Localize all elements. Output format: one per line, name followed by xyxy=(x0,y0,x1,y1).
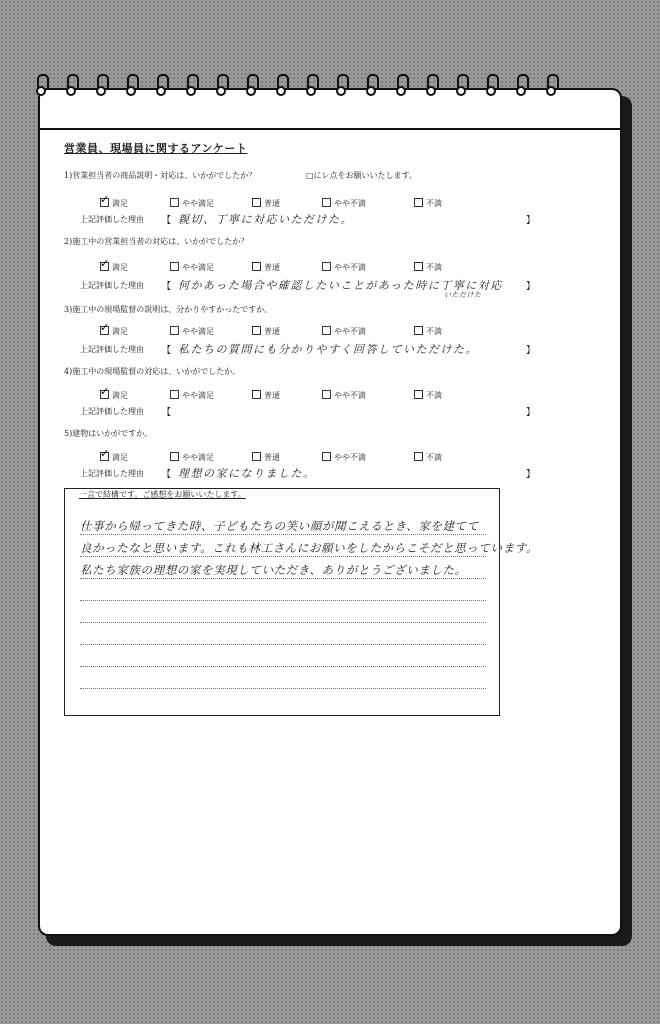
checkbox[interactable] xyxy=(414,198,423,207)
option-label: 満足 xyxy=(112,453,128,462)
checkbox[interactable] xyxy=(252,452,261,461)
checkbox[interactable] xyxy=(322,198,331,207)
comment-header: 一言で結構です。ご感想をお願いいたします。 xyxy=(79,490,246,499)
q5-option-3[interactable] xyxy=(252,452,280,463)
question-2-text: 2)施工中の営業担当者の対応は、いかがでしたか？ xyxy=(64,237,249,246)
option-label: やや満足 xyxy=(182,391,214,400)
q5-option-5[interactable] xyxy=(414,452,442,463)
survey-title: 営業員、現場員に関するアンケート xyxy=(64,142,248,155)
checkbox[interactable] xyxy=(414,390,423,399)
option-label: 満足 xyxy=(112,199,128,208)
q4-option-4[interactable] xyxy=(322,390,366,401)
option-label: 不満 xyxy=(426,391,442,400)
q1-option-5[interactable] xyxy=(414,198,442,209)
q5-option-4[interactable] xyxy=(322,452,366,463)
bracket-open: 【 xyxy=(162,470,172,480)
option-label: 普通 xyxy=(264,327,280,336)
question-3-text: 3)施工中の現場監督の説明は、分かりやすかったですか。 xyxy=(64,305,273,314)
checkbox[interactable] xyxy=(414,262,423,271)
q3-option-3[interactable] xyxy=(252,326,280,337)
q3-option-1[interactable] xyxy=(100,326,128,337)
question-5-text: 5)建物はいかがですか。 xyxy=(64,429,153,438)
bracket-open: 【 xyxy=(162,346,172,356)
question-4-text: 4)施工中の現場監督の対応は、いかがでしたか。 xyxy=(64,367,241,376)
checkbox[interactable] xyxy=(100,198,109,207)
option-label: 普通 xyxy=(264,391,280,400)
q5-reason-label: 上記評価した理由 xyxy=(80,469,144,478)
option-label: 不満 xyxy=(426,327,442,336)
checkbox[interactable] xyxy=(322,390,331,399)
checkbox[interactable] xyxy=(322,326,331,335)
q4-option-3[interactable] xyxy=(252,390,280,401)
checkbox[interactable] xyxy=(100,262,109,271)
q2-option-5[interactable] xyxy=(414,262,442,273)
q1-handwritten-answer: 親切、丁寧に対応いただけた。 xyxy=(178,213,353,226)
option-label: 不満 xyxy=(426,453,442,462)
comment-handwritten-line: 良かったなと思います。これも林工さんにお願いをしたからこそだと思っています。 xyxy=(80,541,538,555)
option-label: 普通 xyxy=(264,453,280,462)
option-label: やや不満 xyxy=(334,391,366,400)
checkbox[interactable] xyxy=(170,198,179,207)
option-label: 普通 xyxy=(264,263,280,272)
option-label: 満足 xyxy=(112,263,128,272)
q4-reason-label: 上記評価した理由 xyxy=(80,407,144,416)
q3-option-4[interactable] xyxy=(322,326,366,337)
q5-option-2[interactable] xyxy=(170,452,214,463)
q4-option-5[interactable] xyxy=(414,390,442,401)
bracket-open: 【 xyxy=(162,216,172,226)
option-label: やや満足 xyxy=(182,199,214,208)
q1-option-3[interactable] xyxy=(252,198,280,209)
q2-handwritten-answer: 何かあった場合や確認したいことがあった時に丁寧に対応 xyxy=(178,279,503,292)
checkbox[interactable] xyxy=(414,326,423,335)
checkbox[interactable] xyxy=(322,262,331,271)
option-label: やや満足 xyxy=(182,453,214,462)
checkmark-instruction: □にレ点をお願いいたします。 xyxy=(306,171,417,180)
checkbox[interactable] xyxy=(414,452,423,461)
checkbox[interactable] xyxy=(100,326,109,335)
q1-option-2[interactable] xyxy=(170,198,214,209)
option-label: やや不満 xyxy=(334,199,366,208)
q2-option-1[interactable] xyxy=(100,262,128,273)
q4-option-2[interactable] xyxy=(170,390,214,401)
q1-option-4[interactable] xyxy=(322,198,366,209)
option-label: やや満足 xyxy=(182,327,214,336)
checkbox[interactable] xyxy=(170,452,179,461)
q2-option-4[interactable] xyxy=(322,262,366,273)
checkbox[interactable] xyxy=(252,198,261,207)
option-label: 不満 xyxy=(426,263,442,272)
q3-option-5[interactable] xyxy=(414,326,442,337)
checkbox[interactable] xyxy=(170,262,179,271)
bracket-close: 】 xyxy=(526,216,536,226)
checkbox[interactable] xyxy=(252,390,261,399)
q2-option-3[interactable] xyxy=(252,262,280,273)
q3-reason-label: 上記評価した理由 xyxy=(80,345,144,354)
option-label: やや不満 xyxy=(334,453,366,462)
comment-handwritten-line: 私たち家族の理想の家を実現していただき、ありがとうございました。 xyxy=(80,563,467,577)
q5-option-1[interactable] xyxy=(100,452,128,463)
checkbox[interactable] xyxy=(100,390,109,399)
checkbox[interactable] xyxy=(170,326,179,335)
option-label: 不満 xyxy=(426,199,442,208)
checkbox[interactable] xyxy=(252,326,261,335)
comment-box xyxy=(64,488,500,716)
q4-option-1[interactable] xyxy=(100,390,128,401)
q5-handwritten-answer: 理想の家になりました。 xyxy=(178,467,316,480)
bracket-close: 】 xyxy=(526,470,536,480)
bracket-close: 】 xyxy=(526,408,536,418)
option-label: やや満足 xyxy=(182,263,214,272)
question-1-text: 1)営業担当者の商品説明・対応は、いかがでしたか？ xyxy=(64,171,257,180)
checkbox[interactable] xyxy=(100,452,109,461)
comment-handwritten-line: 仕事から帰ってきた時、子どもたちの笑い顔が聞こえるとき、家を建てて xyxy=(80,519,479,533)
bracket-close: 】 xyxy=(526,346,536,356)
option-label: 普通 xyxy=(264,199,280,208)
q2-reason-label: 上記評価した理由 xyxy=(80,281,144,290)
q1-reason-label: 上記評価した理由 xyxy=(80,215,144,224)
bracket-open: 【 xyxy=(162,282,172,292)
q3-handwritten-answer: 私たちの質問にも分かりやすく回答していただけた。 xyxy=(178,343,478,356)
option-label: 満足 xyxy=(112,391,128,400)
bracket-open: 【 xyxy=(162,408,172,418)
q2-handwritten-note: いただけた xyxy=(444,291,482,299)
option-label: やや不満 xyxy=(334,263,366,272)
q1-option-1[interactable] xyxy=(100,198,128,209)
checkbox[interactable] xyxy=(170,390,179,399)
q2-option-2[interactable] xyxy=(170,262,214,273)
option-label: 満足 xyxy=(112,327,128,336)
q3-option-2[interactable] xyxy=(170,326,214,337)
option-label: やや不満 xyxy=(334,327,366,336)
checkbox[interactable] xyxy=(322,452,331,461)
bracket-close: 】 xyxy=(526,282,536,292)
checkbox[interactable] xyxy=(252,262,261,271)
